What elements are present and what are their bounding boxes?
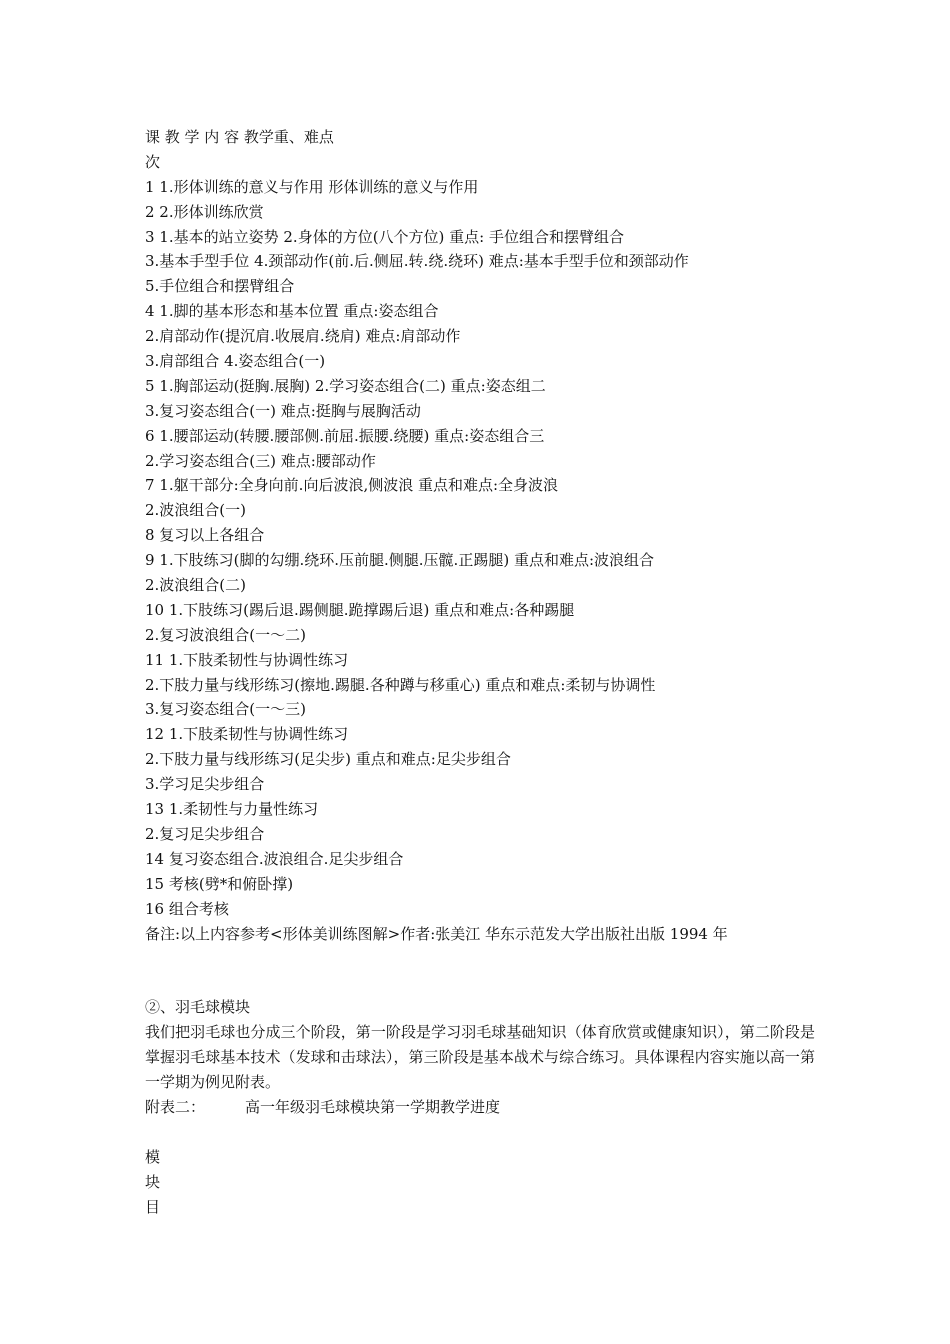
schedule-line: 5.手位组合和摆臂组合 xyxy=(145,277,295,296)
section-paragraph: 我们把羽毛球也分成三个阶段，第一阶段是学习羽毛球基础知识（体育欣赏或健康知识），第二阶段是掌握羽毛球基本技术（发球和击球法），第三阶段是基本战术与综合练习。具体课程内容实施以高一第一学期为例见附表。 xyxy=(145,1023,815,1092)
schedule-line: 2.肩部动作(提沉肩.收展肩.绕肩) 难点:肩部动作 xyxy=(145,327,461,346)
schedule-line: 9 1.下肢练习(脚的勾绷.绕环.压前腿.侧腿.压髋.正踢腿) 重点和难点:波浪组合 xyxy=(145,551,654,570)
schedule-line: 备注:以上内容参考<形体美训练图解>作者:张美江 华东示范发大学出版社出版 1994 年 xyxy=(145,924,728,943)
schedule-line: 3.复习姿态组合(一) 难点:挺胸与展胸活动 xyxy=(145,401,421,420)
table-header xyxy=(145,125,815,175)
schedule-line: 11 1.下肢柔韧性与协调性练习 xyxy=(145,650,349,669)
schedule-line: 3.基本手型手位 4.颈部动作(前.后.侧屈.转.绕.绕环) 难点:基本手型手位和颈部动作 xyxy=(145,252,689,271)
schedule-line: 3.肩部组合 4.姿态组合(一) xyxy=(145,352,326,371)
section-heading: ②、羽毛球模块 xyxy=(145,998,251,1017)
header-line: 次 xyxy=(145,152,161,171)
vertical-char: 目 xyxy=(145,1197,161,1216)
schedule-line: 16 组合考核 xyxy=(145,899,229,918)
schedule-line: 2.复习足尖步组合 xyxy=(145,824,265,843)
schedule-line: 12 1.下肢柔韧性与协调性练习 xyxy=(145,725,349,744)
schedule-line: 2.学习姿态组合(三) 难点:腰部动作 xyxy=(145,451,376,470)
appendix-title: 高一年级羽毛球模块第一学期教学进度 xyxy=(245,1098,501,1116)
schedule-line: 2.波浪组合(二) xyxy=(145,576,247,595)
schedule-line: 5 1.胸部运动(挺胸.展胸) 2.学习姿态组合(二) 重点:姿态组二 xyxy=(145,376,546,395)
schedule-line: 2.波浪组合(一) xyxy=(145,501,247,520)
schedule-line: 2.复习波浪组合(一～二) xyxy=(145,625,307,644)
schedule-line: 7 1.躯干部分:全身向前.向后波浪,侧波浪 重点和难点:全身波浪 xyxy=(145,476,559,495)
document-page xyxy=(145,125,815,1220)
schedule-line: 15 考核(劈*和俯卧撑) xyxy=(145,874,294,893)
vertical-char: 模 xyxy=(145,1147,161,1166)
header-line: 课 教 学 内 容 教学重、难点 xyxy=(145,128,334,146)
appendix-label: 附表二： xyxy=(145,1098,206,1116)
schedule-list xyxy=(145,175,815,947)
schedule-line: 10 1.下肢练习(踢后退.踢侧腿.跪撑踢后退) 重点和难点:各种踢腿 xyxy=(145,600,575,619)
schedule-line: 8 复习以上各组合 xyxy=(145,526,265,545)
schedule-line: 3.复习姿态组合(一～三) xyxy=(145,700,307,719)
appendix-line xyxy=(145,1095,815,1120)
schedule-line: 6 1.腰部运动(转腰.腰部侧.前屈.振腰.绕腰) 重点:姿态组合三 xyxy=(145,426,545,445)
schedule-line: 1 1.形体训练的意义与作用 形体训练的意义与作用 xyxy=(145,177,479,196)
schedule-line: 2 2.形体训练欣赏 xyxy=(145,202,264,221)
schedule-line: 14 复习姿态组合.波浪组合.足尖步组合 xyxy=(145,849,404,868)
schedule-line: 2.下肢力量与线形练习(擦地.踢腿.各种蹲与移重心) 重点和难点:柔韧与协调性 xyxy=(145,675,656,694)
schedule-line: 2.下肢力量与线形练习(足尖步) 重点和难点:足尖步组合 xyxy=(145,750,511,769)
vertical-header xyxy=(145,1145,815,1220)
schedule-line: 3 1.基本的站立姿势 2.身体的方位(八个方位) 重点: 手位组合和摆臂组合 xyxy=(145,227,624,246)
vertical-char: 块 xyxy=(145,1172,161,1191)
schedule-line: 3.学习足尖步组合 xyxy=(145,775,265,794)
badminton-section xyxy=(145,995,815,1120)
schedule-line: 13 1.柔韧性与力量性练习 xyxy=(145,800,319,819)
schedule-line: 4 1.脚的基本形态和基本位置 重点:姿态组合 xyxy=(145,302,439,321)
